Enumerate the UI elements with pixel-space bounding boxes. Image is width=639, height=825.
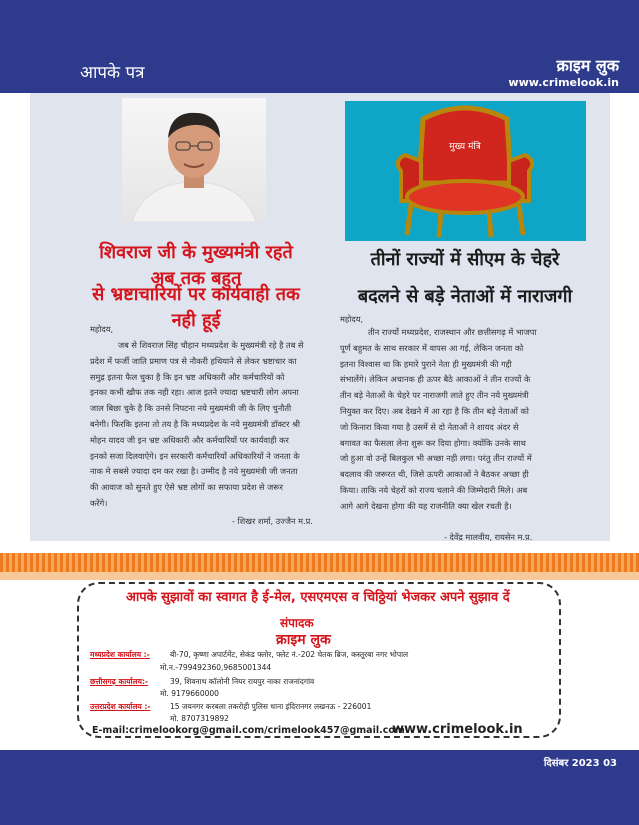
text-line: जाल बिछा चुके है कि उनसे निपटना नये मुख्यमंत्री जी के लिए चुनौती xyxy=(90,403,292,414)
office-label-mp: मध्यप्रदेश कार्यालय :- xyxy=(90,650,150,659)
text-line: तीन राज्यों मध्यप्रदेश, राजस्थान और छत्तीसगढ़ में भाजपा xyxy=(368,327,537,337)
article1-headline-line2: से भ्रष्टाचारियों पर कार्यवाही तक नही हूई xyxy=(92,284,300,331)
text-line: संभालेंगे। लेकिन अचानक ही ऊपर बैठे आकाओं ने तीन राज्यों के xyxy=(340,374,531,385)
editor-label: संपादक xyxy=(280,616,314,630)
issue-page-number: दिसंबर 2023 03 xyxy=(543,758,617,769)
text-line: इनको सजा दिलवाऐगे। इन सरकारी कर्मचारियों अधिकारियों ने जनता के xyxy=(90,450,300,461)
contact-email[interactable]: E-mail:crimelookorg@gmail.com/crimelook457@gmail.com xyxy=(92,725,405,736)
article1-headline-line1: शिवराज जी के मुख्यमंत्री रहते अब तक बहुत xyxy=(99,242,293,289)
section-title: आपके पत्र xyxy=(80,63,145,83)
article2-headline-line2: बदलने से बड़े नेताओं में नाराजगी xyxy=(357,286,573,307)
text-line: इतना विश्वास था कि हमारे पुराने नेता ही मुख्यमंत्री की गद्दी xyxy=(340,358,512,369)
chair-label: मुख्य मंत्रि xyxy=(449,142,481,152)
text-line: करेंगे। xyxy=(90,497,108,508)
text-line: जो हुआ वो उन्हें बिलकुल भी अच्छा नही लगा। परंतु तीन राज्यों में xyxy=(340,453,532,464)
decorative-band xyxy=(0,553,639,572)
office-address-cg: 39, शिवनाथ कॉलोनी नियर रायपुर नाका राजनांदगांव xyxy=(170,677,315,686)
text-line: समुद्र इतना फैल चुका है कि इन भ्रष्ट अधिकारी और कर्मचारियों को xyxy=(90,371,285,382)
brand-logo: क्राइम लुक xyxy=(556,56,619,75)
suggestion-heading: आपके सुझावों का स्वागत है ई-मेल, एसएमएस व चिठ्ठियां भेजकर अपने सुझाव दें xyxy=(126,590,510,605)
text-line: बदलाव की जरूरत थी, जिसे ऊपरी आकाओं ने बैठकर अच्छा ही xyxy=(340,469,529,480)
office-phone-up: मो. 8707319892 xyxy=(170,714,229,723)
office-address-up: 15 जयनगर करबला तकरोही पुलिस थाना इंदिरानगर लखनऊ - 226001 xyxy=(170,702,372,711)
text-line: मोहन यादव जी इन भ्रष्ट अधिकारी और कर्मचारियों पर कार्यवाही कर xyxy=(90,434,289,445)
article2-salutation: महोदय, xyxy=(340,314,364,324)
text-line: नियुक्त कर दिए। अब देखने में आ रहा है कि तीन बड़े नेताओं को xyxy=(340,405,529,416)
article1-signature: - शिखर शर्मा, उज्जैन म.प्र. xyxy=(232,516,313,526)
portrait-photo xyxy=(122,98,266,222)
text-line: नाक मे सबसे ज्यादा दम कर रखा है। उम्मीद है नये मुख्यमंत्री जी जनता xyxy=(90,466,298,477)
text-line: बनेगी। फिरकि इतना तो तय है कि मध्यप्रदेश के नये मुख्यमंत्री डॉक्टर श्री xyxy=(90,418,300,429)
article2-headline-line1: तीनों राज्यों में सीएम के चेहरे xyxy=(370,249,560,270)
header-website-link[interactable]: www.crimelook.in xyxy=(508,76,619,89)
text-line: इनका कभी खौफ तक नही रहा। आज इतने ज्यादा भ्रष्टचारी लोग अपना xyxy=(90,387,299,398)
article2-signature: - देवेंद्र मालवीय, रायसेन म.प्र. xyxy=(444,532,533,542)
suggestion-box xyxy=(77,582,561,738)
text-line: तीन बड़े नेताओं के चेहरे पर नाराजगी लाते हुए तीन नये मुख्यमंत्री xyxy=(340,390,529,401)
text-line: जब से शिवराज सिंह चौहान मध्यप्रदेश के मुख्यमंत्री रहे है तब से xyxy=(118,340,304,350)
text-line: प्रदेश में फर्जी जाति प्रमाण पत्र से नौकरी हथियाने से लेकर भ्रष्टाचार का xyxy=(90,355,297,366)
decorative-band-light xyxy=(0,572,639,580)
text-line: जो किनारा किया गया है उसमें से दो नेताओं ने शायद अंदर से xyxy=(340,421,519,432)
box-website-link[interactable]: www.crimelook.in xyxy=(392,722,523,737)
office-label-up: उत्तरप्रदेश कार्यालय :- xyxy=(90,702,151,711)
article1-salutation: महोदय, xyxy=(90,324,114,334)
office-phone-cg: मो. 9179660000 xyxy=(160,689,219,698)
box-brand-logo: क्राइम लुक xyxy=(276,632,331,648)
chair-illustration xyxy=(345,101,586,241)
article2-body xyxy=(340,325,572,515)
article1-body xyxy=(90,338,318,512)
text-line: की आवाज को सुनते हुए ऐसे भ्रष्ट लोगों का सफाया प्रदेश से जरूर xyxy=(90,482,283,493)
text-line: पूर्ण बहुमत के साथ सरकार में वापस आ गई, लेकिन जनता को xyxy=(340,342,524,353)
office-phone-mp: मो.न.-799492360,9685001344 xyxy=(160,663,272,672)
text-line: आगे आगे देखना होगा की यह राजनीति क्या खेल रचती है। xyxy=(340,500,512,511)
office-label-cg: छत्तीसगढ़ कार्यालय:- xyxy=(90,677,149,686)
text-line: बगावत का फैसला लेना शुरू कर दिया होगा। क्योंकि उनके साथ xyxy=(340,437,526,448)
text-line: किया। ताकि नये चेहरों को राज्य चलाने की जिम्मेदारी मिले। अब xyxy=(340,484,528,495)
office-address-mp: बी-70, कृष्णा अपार्टमेंट, सेकंड फ्लोर, फ्लेट नं.-202 चेतक ब्रिज, कस्तूरबा नगर भोपाल xyxy=(170,650,409,659)
